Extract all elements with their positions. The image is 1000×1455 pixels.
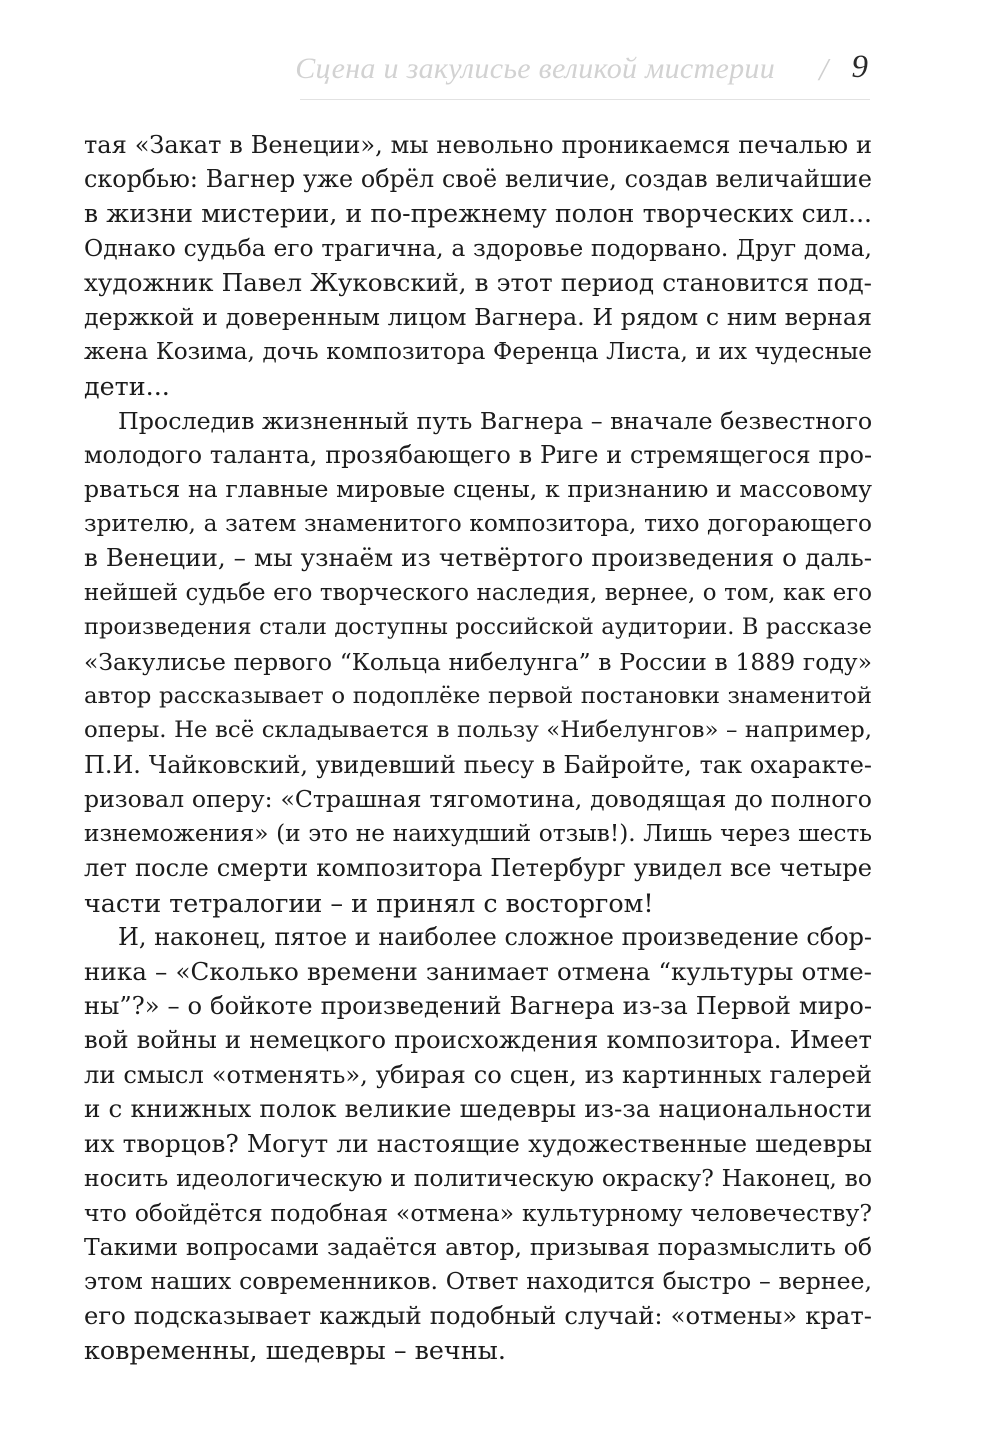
text-line: художник Павел Жуковский, в этот период становится под- (84, 267, 872, 297)
paragraph (84, 404, 872, 921)
paragraph (84, 128, 872, 404)
header-separator: / (819, 51, 828, 87)
text-line: И, наконец, пятое и наиболее сложное произведение сбор- (118, 923, 872, 952)
text-line: произведения стали доступны российской аудитории. В рассказе (84, 614, 872, 641)
text-line: изнеможения» (и это не наихудший отзыв!). Лишь через шесть (84, 819, 872, 847)
text-line: Такими вопросами задаётся автор, призывая поразмыслить об (84, 1233, 872, 1261)
text-line: лет после смерти композитора Петербург увидел все четыре (84, 854, 872, 883)
paragraph (84, 920, 872, 1368)
text-line: скорбью: Вагнер уже обрёл своё величие, создав величайшие (84, 165, 872, 194)
text-line: П.И. Чайковский, увидевший пьесу в Байройте, так охаракте- (84, 750, 872, 779)
text-line: ли смысл «отменять», убирая со сцен, из картинных галерей (84, 1060, 872, 1089)
body-text (84, 128, 872, 1368)
text-line: держкой и доверенным лицом Вагнера. И рядом с ним верная (84, 303, 872, 332)
text-line: ризовал оперу: «Страшная тягомотина, доводящая до полного (84, 785, 872, 814)
text-line: жена Козима, дочь композитора Ференца Листа, и их чудесные (84, 338, 872, 365)
running-header (295, 49, 870, 100)
text-line: этом наших современников. Ответ находится быстро – вернее, (84, 1267, 872, 1296)
text-line: рваться на главные мировые сцены, к признанию и массовому (84, 475, 872, 504)
text-line: оперы. Не всё складывается в пользу «Нибелунгов» – например, (84, 717, 872, 744)
header-rule (300, 99, 870, 100)
text-line: ны”?» – о бойкоте произведений Вагнера из-за Первой миро- (84, 991, 872, 1020)
text-line: его подсказывает каждый подобный случай: «отмены» крат- (84, 1300, 872, 1330)
text-line: «Закулисье первого “Кольца нибелунга” в России в 1889 году» (84, 647, 872, 676)
text-line: автор рассказывает о подоплёке первой постановки знаменитой (84, 683, 872, 709)
page-number: 9 (851, 49, 868, 85)
running-title: Сцена и закулисье великой мистерии (295, 52, 775, 85)
text-line: их творцов? Могут ли настоящие художественные шедевры (84, 1128, 872, 1158)
text-line: Проследив жизненный путь Вагнера – вначале безвестного (118, 406, 872, 435)
text-line: ника – «Сколько времени занимает отмена “культуры отме- (84, 956, 872, 986)
text-line: нейшей судьбе его творческого наследия, вернее, о том, как его (84, 579, 872, 606)
text-line: тая «Закат в Венеции», мы невольно проникаемся печалью и (84, 131, 872, 159)
text-line: ковременны, шедевры – вечны. (84, 1335, 506, 1366)
text-line: носить идеологическую и политическую окраску? Наконец, во (84, 1164, 872, 1193)
text-line: вой войны и немецкого происхождения композитора. Имеет (84, 1025, 872, 1055)
text-line: в Венеции, – мы узнаём из четвёртого произведения о даль- (84, 543, 872, 573)
text-line: дети... (84, 371, 170, 402)
text-line: что обойдётся подобная «отмена» культурному человечеству? (84, 1198, 872, 1227)
text-line: и с книжных полок великие шедевры из-за национальности (84, 1094, 872, 1124)
text-line: молодого таланта, прозябающего в Риге и стремящегося про- (84, 440, 872, 469)
text-line: в жизни мистерии, и по-прежнему полон творческих сил... (84, 198, 872, 228)
text-line: Однако судьба его трагична, а здоровье подорвано. Друг дома, (84, 234, 872, 263)
text-line: зрителю, а затем знаменитого композитора, тихо догорающего (84, 509, 872, 537)
text-line: части тетралогии – и принял с восторгом! (84, 887, 654, 918)
